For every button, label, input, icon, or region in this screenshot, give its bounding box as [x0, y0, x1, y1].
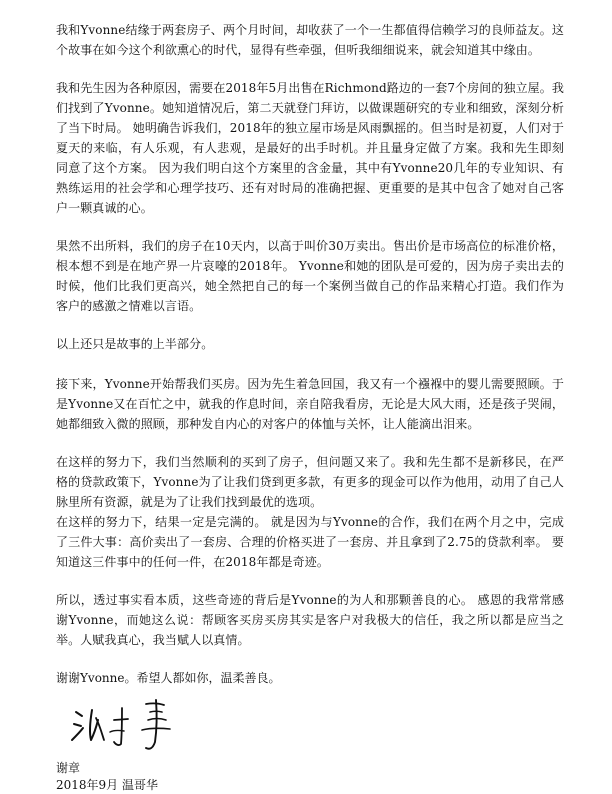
sign-block — [56, 760, 564, 794]
paragraph-loan: 在这样的努力下，我们当然顺利的买到了房子，但问题又来了。我和先生都不是新移民，在严格的贷款政策下，Yvonne为了让我们贷到更多款，有更多的现金可以作为他用，动用了自己人脉里所有资源，就是为了让我们找到最优的选项。 — [56, 455, 564, 509]
paragraph-intro: 我和Yvonne结缘于两套房子、两个月时间，却收获了一个一生都值得信赖学习的良师益友。这个故事在如今这个利欲熏心的时代，显得有些牵强，但听我细细说来，就会知道其中缘由。 — [56, 23, 564, 57]
paragraph-first-half: 以上还只是故事的上半部分。 — [56, 337, 214, 351]
sign-date: 2018年9月 温哥华 — [56, 778, 158, 792]
paragraph-conclusion: 所以，透过事实看本质，这些奇迹的背后是Yvonne的为人和那颗善良的心。 感恩的我常常感谢Yvonne，而她这么说：帮顾客买房买房其实是客户对我极大的信任，我之所以都是应当之举。人赋我真心，我当赋人以真情。 — [56, 593, 564, 647]
letter-page — [56, 20, 564, 794]
paragraph-result: 在这样的努力下，结果一定是完满的。 就是因为与Yvonne的合作，我们在两个月之中，完成了三件大事：高价卖出了一套房、合理的价格买进了一套房、并且拿到了2.75的贷款利率。 要知道这三件事中的任何一件，在2018年都是奇迹。 — [56, 515, 564, 569]
signature-area — [56, 690, 564, 760]
handwritten-signature — [62, 690, 212, 756]
closing-line: 谢谢Yvonne。希望人都如你，温柔善良。 — [56, 671, 281, 685]
paragraph-buying: 接下来，Yvonne开始帮我们买房。因为先生着急回国，我又有一个襁褓中的婴儿需要照顾。于是Yvonne又在百忙之中，就我的作息时间，亲自陪我看房，无论是大风大雨，还是孩子哭闹，她都细致入微的照顾，那种发自内心的对客户的体恤与关怀，让人能滴出泪来。 — [56, 377, 564, 431]
paragraph-selling: 我和先生因为各种原因，需要在2018年5月出售在Richmond路边的一套7个房间的独立屋。我们找到了Yvonne。她知道情况后，第二天就登门拜访，以做课题研究的专业和细致，深刻分析了当下时局。 她明确告诉我们，2018年的独立屋市场是风雨飘摇的。但当时是初夏，人们对于夏天的来临，有人乐观，有人悲观，是最好的出手时机。并且量身定做了方案。我和先生即刻同意了这个方案。 因为我们明白这个方案里的含金量，其中有Yvonne20几年的专业知识、有熟练运用的社会学和心理学技巧、还有对时局的准确把握、更重要的是其中包含了她对自己客户一颗真诚的心。 — [56, 81, 564, 215]
paragraph-sold: 果然不出所料，我们的房子在10天内，以高于叫价30万卖出。售出价是市场高位的标准价格，根本想不到是在地产界一片哀嚎的2018年。 Yvonne和她的团队是可爱的，因为房子卖出去的时候，他们比我们更高兴，她全然把自己的每一个案例当做自己的作品来精心打造。我们作为客户的感激之情难以言语。 — [56, 239, 564, 313]
sign-name: 谢章 — [56, 761, 81, 775]
